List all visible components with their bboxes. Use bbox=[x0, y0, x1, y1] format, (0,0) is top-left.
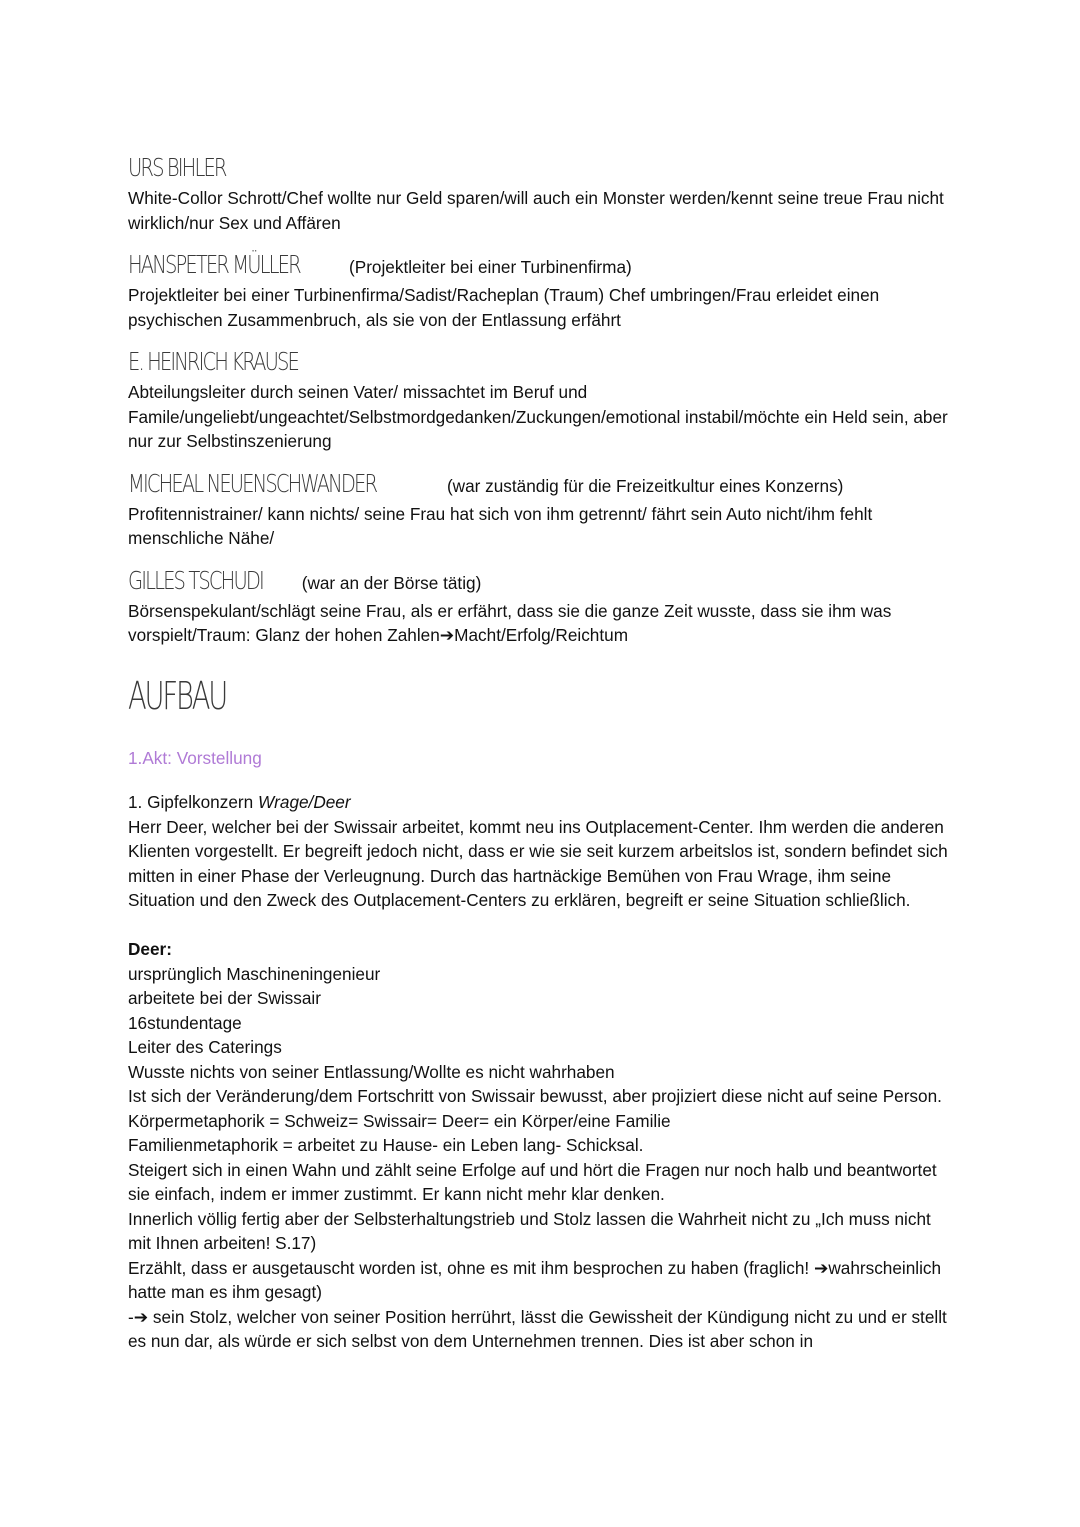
deer-note-line: Ist sich der Veränderung/dem Fortschritt von Swissair bewusst, aber projiziert diese nicht auf seine Person. bbox=[128, 1086, 942, 1106]
act-heading: 1.Akt: Vorstellung bbox=[128, 747, 262, 768]
deer-note-line: Familienmetaphorik = arbeitet zu Hause- ein Leben lang- Schicksal. bbox=[128, 1135, 644, 1155]
character-header bbox=[128, 565, 958, 599]
character-description: White-Collor Schrott/Chef wollte nur Geld sparen/will auch ein Monster werden/kennt seine treue Frau nicht wirklich/nur Sex und Affären bbox=[128, 188, 944, 233]
spacer bbox=[128, 913, 958, 938]
deer-note-line: Steigert sich in einen Wahn und zählt seine Erfolge auf und hört die Fragen nur noch halb und beantwortet sie einfach, indem er immer zustimmt. Er kann nicht mehr klar denken. bbox=[128, 1159, 937, 1204]
character-name: E. HEINRICH KRAUSE bbox=[128, 347, 298, 376]
character-name: HANSPETER MÜLLER bbox=[128, 250, 300, 279]
deer-note-line: 16stundentage bbox=[128, 1012, 242, 1033]
character-entry bbox=[128, 565, 958, 648]
deer-label: Deer: bbox=[128, 939, 172, 959]
scene-summary: Herr Deer, welcher bei der Swissair arbeitet, kommt neu ins Outplacement-Center. Ihm werden die anderen Klienten vorgestellt. Er begreift jedoch nicht, dass er wie sie seit kurzem arbeitslos ist, sondern befindet sich mitten in einer Phase der Verleugnung. Durch das hartnäckige Bemühen von Frau Wrage, ihm seine Situation und den Zweck des Outplacement-Centers zu erklären, begreift er seine Situation schließlich. bbox=[128, 816, 948, 910]
character-description: Abteilungsleiter durch seinen Vater/ missachtet im Beruf und Famile/ungeliebt/ungeachtet/Selbstmordgedanken/Zuckungen/emotional instabil/möchte ein Held sein, aber nur zur Selbstinszenierung bbox=[128, 382, 948, 451]
character-entry bbox=[128, 152, 958, 235]
character-header bbox=[128, 468, 958, 502]
character-note: (war an der Börse tätig) bbox=[301, 572, 482, 593]
character-header bbox=[128, 152, 958, 186]
deer-note-line: Wusste nichts von seiner Entlassung/Wollte es nicht wahrhaben bbox=[128, 1061, 615, 1082]
character-header bbox=[128, 346, 958, 380]
character-description: Profitennistrainer/ kann nichts/ seine Frau hat sich von ihm getrennt/ fährt sein Auto nicht/ihm fehlt menschliche Nähe/ bbox=[128, 503, 873, 548]
deer-note-line: Körpermetaphorik = Schweiz= Swissair= Deer= ein Körper/eine Familie bbox=[128, 1110, 671, 1131]
deer-note-line: ursprünglich Maschineningenieur bbox=[128, 963, 381, 984]
character-header bbox=[128, 249, 958, 283]
scene-heading-italic: Wrage/Deer bbox=[257, 792, 351, 812]
scene-heading bbox=[128, 790, 958, 815]
section-title: AUFBAU bbox=[128, 673, 227, 718]
character-entry bbox=[128, 346, 958, 454]
character-name: MICHEAL NEUENSCHWANDER bbox=[128, 468, 377, 498]
document-page bbox=[128, 152, 958, 1354]
character-name: GILLES TSCHUDI bbox=[128, 565, 263, 595]
character-description: Börsenspekulant/schlägt seine Frau, als er erfährt, dass sie die ganze Zeit wusste, dass sie ihm was vorspielt/Traum: Glanz der hohen Zahlen➔Macht/Erfolg/Reichtum bbox=[128, 600, 892, 645]
character-name: URS BIHLER bbox=[128, 153, 226, 182]
character-description: Projektleiter bei einer Turbinenfirma/Sadist/Racheplan (Traum) Chef umbringen/Frau erleidet einen psychischen Zusammenbruch, als sie von der Entlassung erfährt bbox=[128, 285, 880, 330]
deer-note-line: Innerlich völlig fertig aber der Selbsterhaltungstrieb und Stolz lassen die Wahrheit nicht zu „Ich muss nicht mit Ihnen arbeiten! S.17) bbox=[128, 1208, 931, 1253]
character-note: (war zuständig für die Freizeitkultur eines Konzerns) bbox=[446, 475, 844, 496]
deer-note-line: Leiter des Caterings bbox=[128, 1037, 282, 1057]
character-entry bbox=[128, 468, 958, 551]
deer-note-line: -➔ sein Stolz, welcher von seiner Position herrührt, lässt die Gewissheit der Kündigung nicht zu und er stellt es nun dar, als würde er sich selbst von dem Unternehmen trennen. Dies ist aber schon in bbox=[128, 1306, 947, 1351]
deer-note-line: Erzählt, dass er ausgetauscht worden ist, ohne es mit ihm besprochen zu haben (fraglich! ➔wahrscheinlich hatte man es ihm gesagt) bbox=[128, 1257, 942, 1302]
deer-note-line: arbeitete bei der Swissair bbox=[128, 988, 321, 1008]
character-note: (Projektleiter bei einer Turbinenfirma) bbox=[349, 257, 632, 277]
character-entry bbox=[128, 249, 958, 332]
scene-heading-prefix: 1. Gipfelkonzern bbox=[128, 792, 258, 812]
